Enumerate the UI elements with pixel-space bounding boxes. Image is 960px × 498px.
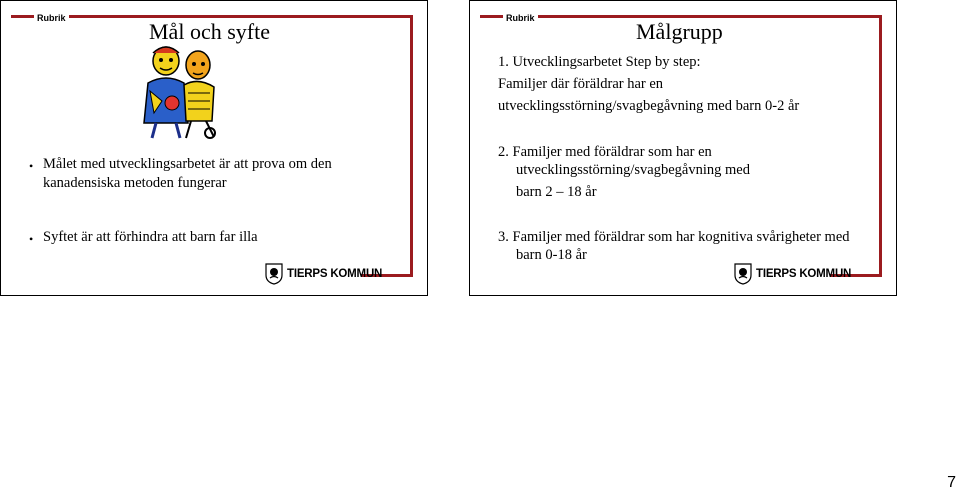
slide-title: Målgrupp <box>636 19 723 44</box>
item1-line3: utvecklingsstörning/svagbegåvning med barn 0-2 år <box>498 98 800 114</box>
item3-line2: barn 0-18 år <box>516 247 587 263</box>
decorative-top-line <box>11 15 413 18</box>
decorative-right-line <box>879 15 882 277</box>
slide-title: Mål och syfte <box>149 19 270 44</box>
item1-line2: Familjer där föräldrar har en <box>498 76 664 92</box>
tierps-kommun-logo <box>265 263 382 285</box>
item3-line1: 3. Familjer med föräldrar som har kognitiva svårigheter med <box>498 229 850 245</box>
bullet-marker: • <box>29 232 34 246</box>
slide-mal-och-syfte <box>0 0 428 296</box>
bullet-text-syfte: Syftet är att förhindra att barn far illa <box>43 229 258 245</box>
tierps-kommun-logo <box>734 263 851 285</box>
municipal-crest-icon <box>734 263 752 285</box>
bullet-text-mal-line2: kanadensiska metoden fungerar <box>43 175 227 191</box>
decorative-top-line <box>480 15 882 18</box>
decorative-right-line <box>410 15 413 277</box>
page-number: 7 <box>947 474 956 491</box>
family-illustration <box>136 43 226 141</box>
logo-text: TIERPS KOMMUN <box>287 268 383 280</box>
item1-line1: 1. Utvecklingsarbetet Step by step: <box>498 54 701 70</box>
item2-line2: utvecklingsstörning/svagbegåvning med <box>516 162 750 178</box>
slide-malgrupp <box>469 0 897 296</box>
bullet-text-mal-line1: Målet med utvecklingsarbetet är att prova om den <box>43 156 332 172</box>
rubrik-label: Rubrik <box>503 13 538 23</box>
item2-line1: 2. Familjer med föräldrar som har en <box>498 144 712 160</box>
municipal-crest-icon <box>265 263 283 285</box>
item2-line3: barn 2 – 18 år <box>516 184 597 200</box>
rubrik-label: Rubrik <box>34 13 69 23</box>
logo-text: TIERPS KOMMUN <box>756 268 852 280</box>
bullet-marker: • <box>29 159 34 173</box>
